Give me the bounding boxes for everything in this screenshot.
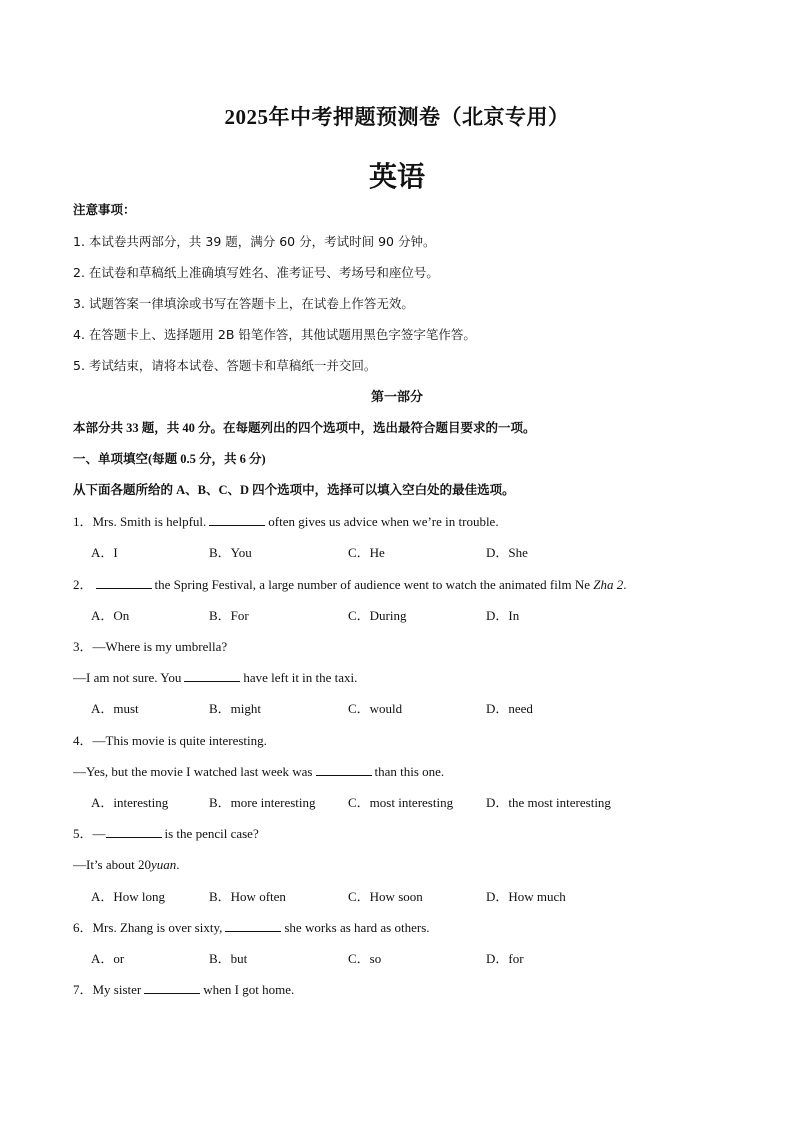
option-b[interactable]: B．but bbox=[209, 951, 248, 966]
answer-blank bbox=[209, 513, 265, 526]
note-item: 2. 在试卷和草稿纸上准确填写姓名、准考证号、考场号和座位号。 bbox=[73, 265, 439, 280]
question-text: —It’s about 20 bbox=[73, 857, 151, 872]
question-5 bbox=[73, 825, 259, 843]
option-d[interactable]: D．the most interesting bbox=[486, 795, 611, 810]
question-4: 4．—This movie is quite interesting. bbox=[73, 733, 267, 748]
question-5-reply: —It’s about 20yuan. bbox=[73, 857, 180, 872]
answer-blank bbox=[144, 981, 200, 994]
answer-blank bbox=[106, 825, 162, 838]
question-text: 2． bbox=[73, 577, 93, 592]
question-text: 7．My sister bbox=[73, 982, 142, 997]
answer-blank bbox=[96, 576, 152, 589]
question-6 bbox=[73, 919, 430, 937]
option-b[interactable]: B．You bbox=[209, 545, 252, 560]
option-b[interactable]: B．For bbox=[209, 608, 249, 623]
option-c[interactable]: C．How soon bbox=[348, 889, 423, 904]
subject-title: 英语 bbox=[368, 162, 425, 193]
option-a[interactable]: A．How long bbox=[91, 889, 166, 904]
part-heading: 第一部分 bbox=[370, 389, 423, 404]
options-row bbox=[0, 544, 794, 562]
question-1 bbox=[73, 513, 499, 531]
option-c[interactable]: C．so bbox=[348, 951, 382, 966]
answer-blank bbox=[316, 763, 372, 776]
option-d[interactable]: D．She bbox=[486, 545, 528, 560]
answer-blank bbox=[184, 669, 240, 682]
option-d[interactable]: D．for bbox=[486, 951, 524, 966]
option-d[interactable]: D．In bbox=[486, 608, 520, 623]
question-text: the Spring Festival, a large number of audience went to watch the animated film Ne bbox=[154, 577, 591, 592]
options-row bbox=[0, 888, 794, 906]
question-text: —Yes, but the movie I watched last week was bbox=[73, 764, 313, 779]
option-a[interactable]: A．must bbox=[91, 701, 139, 716]
question-7 bbox=[73, 981, 294, 999]
answer-blank bbox=[225, 919, 281, 932]
option-c[interactable]: C．He bbox=[348, 545, 385, 560]
option-a[interactable]: A．or bbox=[91, 951, 125, 966]
option-d[interactable]: D．How much bbox=[486, 889, 566, 904]
notes-heading: 注意事项： bbox=[73, 202, 136, 217]
options-row bbox=[0, 794, 794, 812]
question-3: 3．—Where is my umbrella? bbox=[73, 639, 228, 654]
section-instruction: 从下面各题所给的 A、B、C、D 四个选项中，选择可以填入空白处的最佳选项。 bbox=[73, 483, 515, 497]
question-text: 6．Mrs. Zhang is over sixty, bbox=[73, 920, 223, 935]
exam-title: 2025年中考押题预测卷（北京专用） bbox=[224, 105, 570, 129]
question-text: —I am not sure. You bbox=[73, 670, 182, 685]
question-text: 5．— bbox=[73, 826, 106, 841]
question-text: have left it in the taxi. bbox=[243, 670, 358, 685]
note-item: 1. 本试卷共两部分，共 39 题，满分 60 分，考试时间 90 分钟。 bbox=[73, 234, 436, 249]
options-row bbox=[0, 607, 794, 625]
options-row bbox=[0, 700, 794, 718]
question-text: is the pencil case? bbox=[164, 826, 259, 841]
question-text: when I got home. bbox=[203, 982, 295, 997]
part-intro: 本部分共 33 题，共 40 分。在每题列出的四个选项中，选出最符合题目要求的一项。 bbox=[73, 421, 536, 435]
option-a[interactable]: A．On bbox=[91, 608, 130, 623]
option-b[interactable]: B．more interesting bbox=[209, 795, 316, 810]
note-item: 5. 考试结束，请将本试卷、答题卡和草稿纸一并交回。 bbox=[73, 358, 377, 373]
option-a[interactable]: A．interesting bbox=[91, 795, 169, 810]
question-text: than this one. bbox=[374, 764, 445, 779]
section-title: 一、单项填空(每题 0.5 分，共 6 分) bbox=[73, 452, 266, 466]
option-a[interactable]: A．I bbox=[91, 545, 118, 560]
question-2: 2． the Spring Festival, a large number of audience went to watch the animated film Ne Zha 2. bbox=[73, 577, 627, 592]
option-b[interactable]: B．might bbox=[209, 701, 262, 716]
options-row bbox=[0, 950, 794, 968]
currency-word: yuan bbox=[151, 857, 177, 872]
note-item: 3. 试题答案一律填涂或书写在答题卡上，在试卷上作答无效。 bbox=[73, 296, 414, 311]
option-b[interactable]: B．How often bbox=[209, 889, 286, 904]
film-title: Zha 2 bbox=[593, 577, 624, 592]
note-item: 4. 在答题卡上、选择题用 2B 铅笔作答，其他试题用黑色字签字笔作答。 bbox=[73, 327, 476, 342]
option-c[interactable]: C．During bbox=[348, 608, 407, 623]
option-c[interactable]: C．would bbox=[348, 701, 403, 716]
question-3-reply bbox=[73, 669, 357, 687]
question-4-reply bbox=[73, 763, 444, 781]
question-text: often gives us advice when we’re in trouble. bbox=[268, 514, 499, 529]
question-text: she works as hard as others. bbox=[284, 920, 430, 935]
question-text: 1．Mrs. Smith is helpful. bbox=[73, 514, 207, 529]
option-d[interactable]: D．need bbox=[486, 701, 533, 716]
option-c[interactable]: C．most interesting bbox=[348, 795, 454, 810]
